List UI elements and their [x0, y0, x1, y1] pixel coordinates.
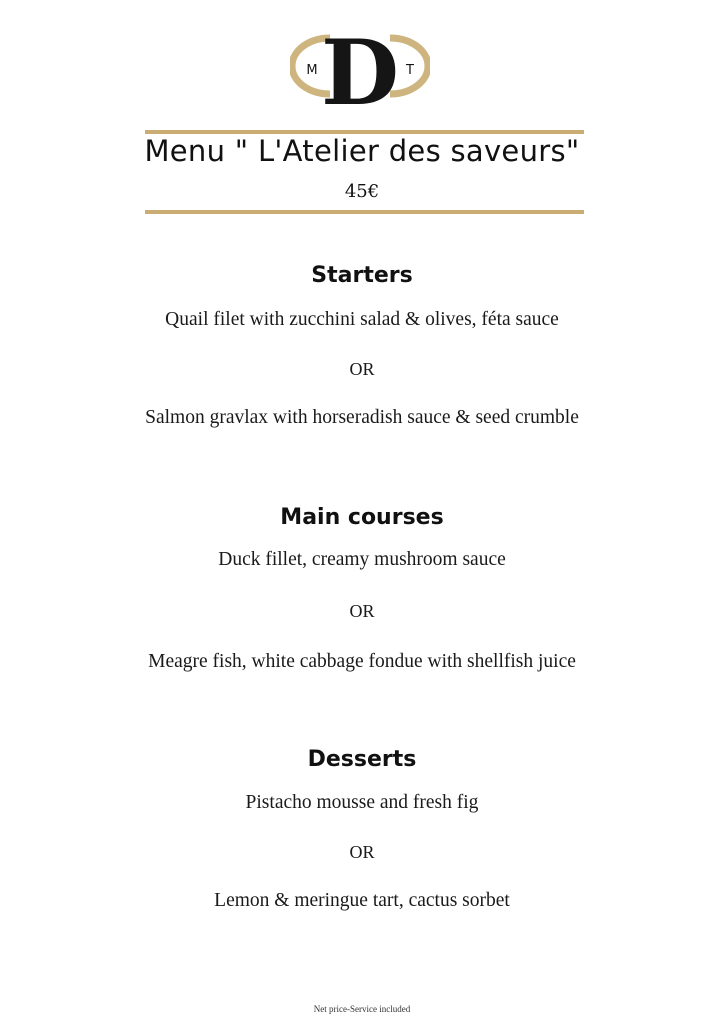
menu-item: Duck fillet, creamy mushroom sauce: [218, 549, 506, 570]
menu-price: 45€: [344, 181, 380, 202]
logo-letter-t: T: [406, 63, 414, 78]
menu-item: Lemon & meringue tart, cactus sorbet: [214, 890, 510, 911]
header-bottom-rule: [145, 210, 584, 214]
menu-title: Menu " L'Atelier des saveurs": [144, 134, 580, 168]
logo-letter-d: D: [320, 24, 400, 108]
separator-or: OR: [349, 601, 375, 621]
logo-letter-m: M: [306, 63, 318, 78]
section-heading-main-courses: Main courses: [280, 505, 444, 530]
menu-item: Pistacho mousse and fresh fig: [245, 792, 479, 813]
section-heading-starters: Starters: [311, 263, 413, 288]
separator-or: OR: [349, 359, 375, 379]
menu-item: Salmon gravlax with horseradish sauce & seed crumble: [145, 407, 579, 428]
menu-item: Meagre fish, white cabbage fondue with shellfish juice: [148, 651, 576, 672]
restaurant-logo: [290, 24, 430, 108]
menu-item: Quail filet with zucchini salad & olives, féta sauce: [165, 309, 559, 330]
separator-or: OR: [349, 842, 375, 862]
price-footnote: Net price-Service included: [313, 1004, 411, 1014]
section-heading-desserts: Desserts: [307, 747, 417, 772]
